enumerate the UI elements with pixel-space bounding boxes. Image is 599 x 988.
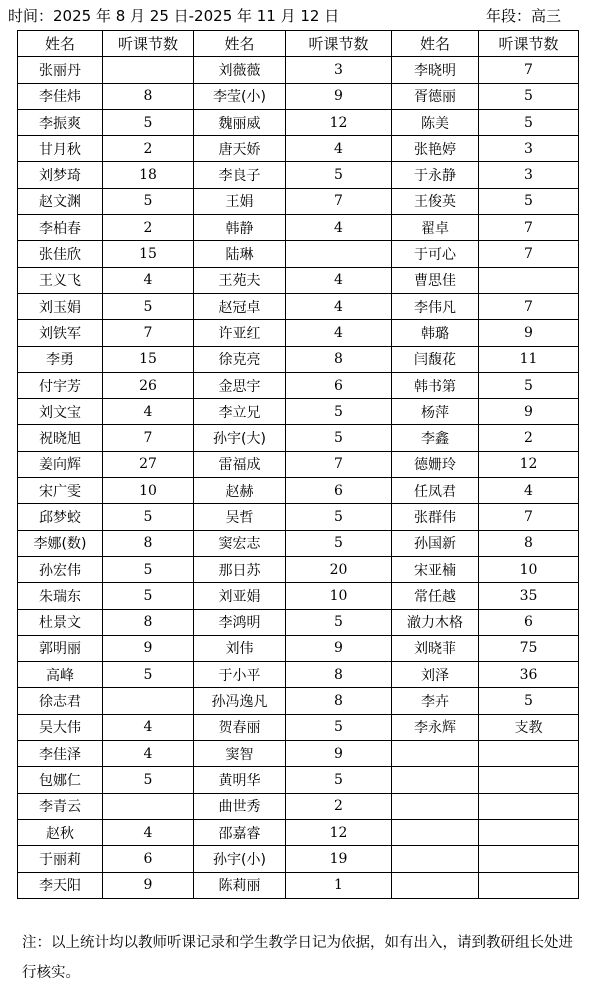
table-row	[18, 136, 579, 162]
teacher-name-cell: 刘薇薇	[194, 57, 286, 83]
lesson-count-cell: 7	[103, 320, 194, 346]
teacher-name-cell: 宋广雯	[18, 478, 103, 504]
teacher-name-cell: 陆琳	[194, 241, 286, 267]
lesson-count-cell: 8	[286, 688, 392, 714]
teacher-name-cell: 韩书第	[392, 372, 479, 398]
teacher-name-cell: 孙国新	[392, 530, 479, 556]
lesson-count-cell: 6	[286, 372, 392, 398]
table-row	[18, 215, 579, 241]
lesson-count-cell: 4	[286, 320, 392, 346]
teacher-name-cell: 李良子	[194, 162, 286, 188]
lesson-count-cell: 10	[286, 583, 392, 609]
lesson-count-cell	[286, 241, 392, 267]
teacher-name-cell	[392, 872, 479, 898]
teacher-name-cell: 黄明华	[194, 767, 286, 793]
teacher-name-cell: 于永静	[392, 162, 479, 188]
teacher-name-cell: 徐志君	[18, 688, 103, 714]
teacher-name-cell: 张艳婷	[392, 136, 479, 162]
table-row	[18, 346, 579, 372]
lesson-count-cell	[103, 57, 194, 83]
lesson-count-cell: 5	[103, 583, 194, 609]
lesson-count-cell: 36	[479, 662, 579, 688]
lesson-count-cell: 5	[479, 109, 579, 135]
lesson-count-cell: 4	[286, 293, 392, 319]
teacher-name-cell: 李振爽	[18, 109, 103, 135]
table-row	[18, 320, 579, 346]
table-row	[18, 793, 579, 819]
lesson-count-cell	[103, 688, 194, 714]
teacher-name-cell: 贺春丽	[194, 714, 286, 740]
lesson-count-cell: 10	[103, 478, 194, 504]
teacher-name-cell: 窦智	[194, 741, 286, 767]
teacher-name-cell: 孙宇(大)	[194, 425, 286, 451]
lesson-count-cell	[479, 872, 579, 898]
table-row	[18, 372, 579, 398]
table-row	[18, 872, 579, 898]
lesson-count-cell: 5	[103, 662, 194, 688]
lesson-count-cell: 9	[479, 399, 579, 425]
lesson-count-cell: 15	[103, 346, 194, 372]
teacher-name-cell: 王义飞	[18, 267, 103, 293]
teacher-name-cell: 甘月秋	[18, 136, 103, 162]
table-row	[18, 241, 579, 267]
teacher-name-cell: 许亚红	[194, 320, 286, 346]
lesson-count-cell: 5	[286, 530, 392, 556]
table-row	[18, 162, 579, 188]
lesson-count-cell: 8	[479, 530, 579, 556]
col-header-count: 听课节数	[479, 31, 579, 57]
teacher-name-cell: 张佳欣	[18, 241, 103, 267]
col-header-name: 姓名	[392, 31, 479, 57]
teacher-name-cell: 付宇芳	[18, 372, 103, 398]
lesson-count-cell: 1	[286, 872, 392, 898]
lesson-count-cell: 12	[286, 819, 392, 845]
lesson-count-cell: 5	[103, 109, 194, 135]
teacher-name-cell: 那日苏	[194, 556, 286, 582]
teacher-name-cell: 常任越	[392, 583, 479, 609]
teacher-name-cell: 李卉	[392, 688, 479, 714]
teacher-name-cell: 于可心	[392, 241, 479, 267]
teacher-name-cell: 宋亚楠	[392, 556, 479, 582]
lesson-count-cell: 5	[286, 504, 392, 530]
teacher-name-cell: 韩静	[194, 215, 286, 241]
lesson-count-cell: 3	[479, 162, 579, 188]
teacher-name-cell: 李伟凡	[392, 293, 479, 319]
lesson-count-cell: 5	[479, 688, 579, 714]
document-header	[0, 0, 599, 28]
teacher-name-cell: 徐克亮	[194, 346, 286, 372]
teacher-name-cell: 孙宇(小)	[194, 846, 286, 872]
teacher-name-cell: 刘玉娟	[18, 293, 103, 319]
table-row	[18, 530, 579, 556]
footnote: 注：以上统计均以教师听课记录和学生教学日记为依据，如有出入，请到教研组长处进行核实。	[22, 935, 573, 981]
table-row	[18, 267, 579, 293]
teacher-name-cell	[392, 741, 479, 767]
table-row	[18, 57, 579, 83]
lesson-count-cell: 7	[286, 451, 392, 477]
lesson-count-cell: 75	[479, 635, 579, 661]
lesson-count-cell: 5	[103, 293, 194, 319]
teacher-name-cell: 韩璐	[392, 320, 479, 346]
teacher-name-cell: 李鑫	[392, 425, 479, 451]
lesson-count-cell: 8	[286, 346, 392, 372]
table-row	[18, 741, 579, 767]
table-row	[18, 83, 579, 109]
teacher-name-cell: 澈力木格	[392, 609, 479, 635]
teacher-name-cell: 王娟	[194, 188, 286, 214]
table-row	[18, 293, 579, 319]
lesson-count-cell: 4	[286, 136, 392, 162]
teacher-name-cell: 吴大伟	[18, 714, 103, 740]
teacher-name-cell: 郭明丽	[18, 635, 103, 661]
lesson-count-cell: 7	[479, 293, 579, 319]
lesson-count-cell	[479, 793, 579, 819]
lesson-count-cell: 7	[479, 57, 579, 83]
lesson-count-cell: 19	[286, 846, 392, 872]
teacher-name-cell: 张丽丹	[18, 57, 103, 83]
lesson-count-cell: 5	[286, 767, 392, 793]
table-row	[18, 399, 579, 425]
lesson-count-cell: 5	[286, 425, 392, 451]
lesson-count-cell: 8	[103, 530, 194, 556]
lesson-count-cell: 6	[103, 846, 194, 872]
lesson-count-cell: 4	[286, 215, 392, 241]
teacher-name-cell: 金思宇	[194, 372, 286, 398]
lesson-count-cell: 5	[286, 162, 392, 188]
grade-label: 年段：高三	[485, 7, 561, 25]
lesson-count-cell: 5	[103, 767, 194, 793]
lesson-count-cell: 8	[286, 662, 392, 688]
teacher-name-cell: 唐天娇	[194, 136, 286, 162]
teacher-name-cell: 李鸿明	[194, 609, 286, 635]
teacher-name-cell: 魏丽威	[194, 109, 286, 135]
lesson-count-cell: 12	[479, 451, 579, 477]
lesson-count-cell: 4	[103, 399, 194, 425]
teacher-name-cell: 李晓明	[392, 57, 479, 83]
teacher-name-cell: 李柏春	[18, 215, 103, 241]
lesson-count-cell: 4	[103, 819, 194, 845]
teacher-name-cell: 李莹(小)	[194, 83, 286, 109]
lesson-count-cell	[479, 267, 579, 293]
table-row	[18, 714, 579, 740]
teacher-name-cell: 杜景文	[18, 609, 103, 635]
lesson-count-cell: 3	[286, 57, 392, 83]
lesson-count-cell: 2	[479, 425, 579, 451]
lesson-count-cell: 20	[286, 556, 392, 582]
lesson-count-cell: 8	[103, 83, 194, 109]
teacher-name-cell: 刘亚娟	[194, 583, 286, 609]
lesson-count-cell	[103, 793, 194, 819]
teacher-name-cell: 赵冠卓	[194, 293, 286, 319]
table-row	[18, 688, 579, 714]
table-row	[18, 425, 579, 451]
table-row	[18, 478, 579, 504]
lesson-count-cell: 5	[103, 504, 194, 530]
lesson-count-cell: 8	[103, 609, 194, 635]
teacher-name-cell: 王俊英	[392, 188, 479, 214]
lesson-count-cell	[479, 767, 579, 793]
teacher-name-cell: 任凤君	[392, 478, 479, 504]
teacher-name-cell	[392, 819, 479, 845]
lesson-count-cell: 5	[479, 188, 579, 214]
lesson-count-cell: 6	[479, 609, 579, 635]
lesson-count-cell: 27	[103, 451, 194, 477]
lesson-count-cell	[479, 846, 579, 872]
lesson-count-cell: 6	[286, 478, 392, 504]
col-header-count: 听课节数	[103, 31, 194, 57]
lesson-count-cell: 18	[103, 162, 194, 188]
teacher-name-cell: 曹思佳	[392, 267, 479, 293]
lesson-count-cell: 11	[479, 346, 579, 372]
teacher-name-cell: 赵文渊	[18, 188, 103, 214]
lesson-count-cell: 7	[479, 504, 579, 530]
lesson-count-cell: 12	[286, 109, 392, 135]
lesson-count-cell: 7	[286, 188, 392, 214]
table-row	[18, 846, 579, 872]
teacher-name-cell: 德姗玲	[392, 451, 479, 477]
table-row	[18, 609, 579, 635]
teacher-name-cell: 邵嘉睿	[194, 819, 286, 845]
lesson-count-cell: 4	[103, 741, 194, 767]
table-row	[18, 451, 579, 477]
teacher-name-cell: 孙宏伟	[18, 556, 103, 582]
lesson-count-cell: 5	[479, 83, 579, 109]
lesson-count-cell: 7	[479, 215, 579, 241]
teacher-name-cell: 姜向辉	[18, 451, 103, 477]
teacher-name-cell: 李勇	[18, 346, 103, 372]
lesson-count-cell: 2	[286, 793, 392, 819]
teacher-name-cell	[392, 767, 479, 793]
lesson-count-cell: 26	[103, 372, 194, 398]
lesson-count-cell: 9	[103, 635, 194, 661]
teacher-name-cell: 刘梦琦	[18, 162, 103, 188]
teacher-name-cell: 赵赫	[194, 478, 286, 504]
lesson-count-cell: 4	[103, 267, 194, 293]
lesson-count-cell: 5	[286, 399, 392, 425]
lesson-count-cell: 9	[479, 320, 579, 346]
col-header-name: 姓名	[18, 31, 103, 57]
teacher-name-cell: 杨萍	[392, 399, 479, 425]
teacher-name-cell: 于丽莉	[18, 846, 103, 872]
teacher-name-cell: 闫馥花	[392, 346, 479, 372]
teacher-name-cell: 李佳泽	[18, 741, 103, 767]
teacher-name-cell: 陈美	[392, 109, 479, 135]
lesson-count-cell: 7	[479, 241, 579, 267]
teacher-name-cell: 李天阳	[18, 872, 103, 898]
teacher-name-cell: 李青云	[18, 793, 103, 819]
lesson-count-cell: 9	[286, 83, 392, 109]
table-row	[18, 767, 579, 793]
lesson-count-cell	[479, 819, 579, 845]
teacher-name-cell	[392, 793, 479, 819]
lesson-count-cell: 3	[479, 136, 579, 162]
teacher-name-cell: 包娜仁	[18, 767, 103, 793]
table-row	[18, 819, 579, 845]
teacher-name-cell: 张群伟	[392, 504, 479, 530]
table-row	[18, 635, 579, 661]
teacher-name-cell: 于小平	[194, 662, 286, 688]
lesson-count-cell: 35	[479, 583, 579, 609]
teacher-name-cell: 邱梦蛟	[18, 504, 103, 530]
lesson-count-cell: 5	[479, 372, 579, 398]
teacher-name-cell: 刘文宝	[18, 399, 103, 425]
lesson-count-cell: 5	[103, 556, 194, 582]
table-row	[18, 556, 579, 582]
table-row	[18, 109, 579, 135]
teacher-name-cell: 刘晓菲	[392, 635, 479, 661]
lesson-count-cell: 4	[286, 267, 392, 293]
attendance-table	[17, 30, 579, 899]
lesson-count-cell	[479, 741, 579, 767]
teacher-name-cell: 曲世秀	[194, 793, 286, 819]
table-row	[18, 662, 579, 688]
lesson-count-cell: 9	[103, 872, 194, 898]
teacher-name-cell: 高峰	[18, 662, 103, 688]
teacher-name-cell: 窦宏志	[194, 530, 286, 556]
teacher-name-cell: 刘伟	[194, 635, 286, 661]
lesson-count-cell: 支教	[479, 714, 579, 740]
teacher-name-cell: 陈莉丽	[194, 872, 286, 898]
table-row	[18, 583, 579, 609]
teacher-name-cell: 翟卓	[392, 215, 479, 241]
teacher-name-cell: 赵秋	[18, 819, 103, 845]
teacher-name-cell: 刘泽	[392, 662, 479, 688]
teacher-name-cell: 胥德丽	[392, 83, 479, 109]
time-period: 时间：2025 年 8 月 25 日-2025 年 11 月 12 日	[8, 7, 340, 25]
table-header-row	[18, 31, 579, 57]
teacher-name-cell: 李娜(数)	[18, 530, 103, 556]
teacher-name-cell: 雷福成	[194, 451, 286, 477]
teacher-name-cell: 刘铁军	[18, 320, 103, 346]
teacher-name-cell: 孙冯逸凡	[194, 688, 286, 714]
table-row	[18, 188, 579, 214]
teacher-name-cell: 李立兄	[194, 399, 286, 425]
lesson-count-cell: 2	[103, 136, 194, 162]
lesson-count-cell: 5	[286, 714, 392, 740]
col-header-name: 姓名	[194, 31, 286, 57]
lesson-count-cell: 4	[479, 478, 579, 504]
teacher-name-cell: 李佳炜	[18, 83, 103, 109]
lesson-count-cell: 10	[479, 556, 579, 582]
teacher-name-cell	[392, 846, 479, 872]
col-header-count: 听课节数	[286, 31, 392, 57]
lesson-count-cell: 4	[103, 714, 194, 740]
lesson-count-cell: 9	[286, 741, 392, 767]
teacher-name-cell: 朱瑞东	[18, 583, 103, 609]
lesson-count-cell: 15	[103, 241, 194, 267]
teacher-name-cell: 王苑夫	[194, 267, 286, 293]
table-row	[18, 504, 579, 530]
lesson-count-cell: 5	[103, 188, 194, 214]
lesson-count-cell: 2	[103, 215, 194, 241]
teacher-name-cell: 吴哲	[194, 504, 286, 530]
lesson-count-cell: 7	[103, 425, 194, 451]
lesson-count-cell: 9	[286, 635, 392, 661]
lesson-count-cell: 5	[286, 609, 392, 635]
teacher-name-cell: 李永辉	[392, 714, 479, 740]
teacher-name-cell: 祝晓旭	[18, 425, 103, 451]
